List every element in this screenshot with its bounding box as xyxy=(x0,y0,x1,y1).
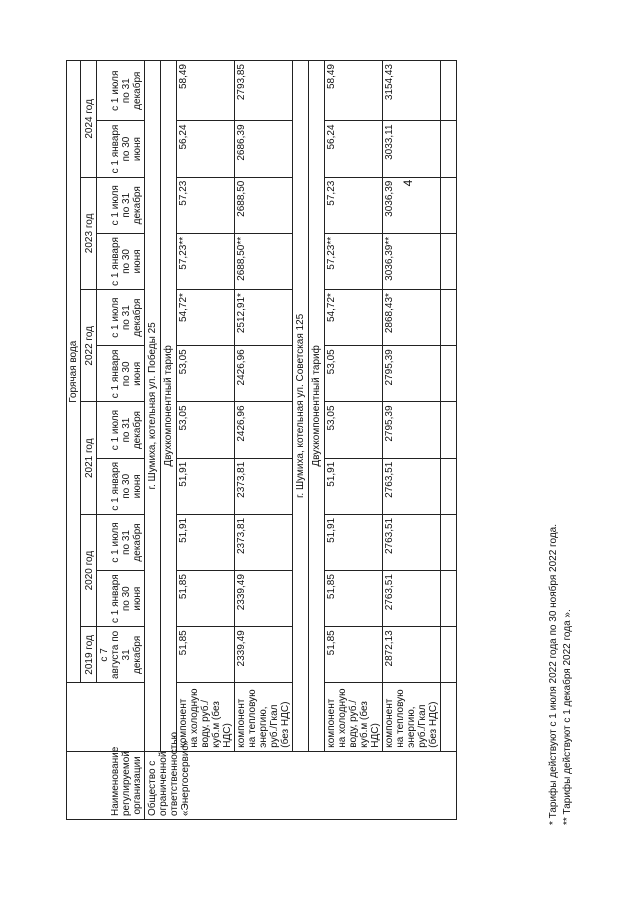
value-cell: 2373,81 xyxy=(235,514,293,570)
table-row xyxy=(383,61,441,820)
value-cell: 2793,85 xyxy=(235,61,293,121)
location-row: г. Шумиха, котельная ул. Победы 25 xyxy=(145,61,161,752)
year-2024: 2024 год xyxy=(81,61,97,178)
value-cell: 51,91 xyxy=(325,514,383,570)
rotated-table-container xyxy=(66,60,546,820)
value-cell: 2795,39 xyxy=(383,346,441,402)
value-cell: 54,72* xyxy=(177,290,235,346)
tariff-type-row: Двухкомпонентный тариф xyxy=(161,61,177,752)
value-cell: 3033,11 xyxy=(383,121,441,177)
value-cell: 58,49 xyxy=(325,61,383,121)
value-cell: 53,05 xyxy=(177,402,235,458)
value-cell: 57,23** xyxy=(177,233,235,289)
period-cell: с 7 августа по 31 декабря xyxy=(97,627,145,683)
footnote-1: * Тарифы действуют с 1 июля 2022 года по 30 ноября 2022 года. xyxy=(548,523,559,825)
value-cell: 2763,51 xyxy=(383,514,441,570)
location-row: г. Шумиха, котельная ул. Советская 125 xyxy=(293,61,309,752)
value-cell: 2426,96 xyxy=(235,346,293,402)
period-cell: с 1 июля по 31 декабря xyxy=(97,61,145,121)
table-row xyxy=(325,61,383,820)
value-cell: 56,24 xyxy=(325,121,383,177)
empty-cell xyxy=(441,458,457,514)
value-cell: 57,23** xyxy=(325,233,383,289)
empty-cell xyxy=(441,177,457,233)
year-2019: 2019 год xyxy=(81,627,97,683)
period-cell: с 1 января по 30 июня xyxy=(97,458,145,514)
year-2021: 2021 год xyxy=(81,402,97,514)
value-cell: 2688,50** xyxy=(235,233,293,289)
value-cell: 51,91 xyxy=(325,458,383,514)
year-2022: 2022 год xyxy=(81,290,97,402)
value-cell: 51,91 xyxy=(177,458,235,514)
value-cell: 2763,51 xyxy=(383,458,441,514)
value-cell: 56,24 xyxy=(177,121,235,177)
org-header-cell: Наименование регулируемой организации xyxy=(67,751,145,819)
value-cell: 51,91 xyxy=(177,514,235,570)
organization-cell: Общество с ограниченной ответственностью «Энергосервис» xyxy=(145,751,457,819)
blank-header-cell xyxy=(67,683,145,751)
value-cell: 54,72* xyxy=(325,290,383,346)
empty-cell xyxy=(441,290,457,346)
tariff-table xyxy=(66,60,457,820)
empty-cell xyxy=(441,514,457,570)
value-cell: 2686,39 xyxy=(235,121,293,177)
value-cell: 53,05 xyxy=(177,346,235,402)
value-cell: 2512,91* xyxy=(235,290,293,346)
value-cell: 2868,43* xyxy=(383,290,441,346)
empty-cell xyxy=(441,121,457,177)
period-cell: с 1 января по 30 июня xyxy=(97,346,145,402)
value-cell: 2872,13 xyxy=(383,627,441,683)
year-2020: 2020 год xyxy=(81,514,97,626)
tariff-type-row: Двухкомпонентный тариф xyxy=(309,61,325,752)
value-cell: 2688,50 xyxy=(235,177,293,233)
value-cell: 2795,39 xyxy=(383,402,441,458)
empty-cell xyxy=(441,627,457,683)
value-cell: 57,23 xyxy=(325,177,383,233)
empty-cell xyxy=(441,346,457,402)
value-cell: 51,85 xyxy=(177,627,235,683)
period-cell: с 1 июля по 31 декабря xyxy=(97,402,145,458)
value-cell: 3036,39** xyxy=(383,233,441,289)
value-cell: 3154,43 xyxy=(383,61,441,121)
page-number: 4 xyxy=(401,179,415,187)
value-cell: 2339,49 xyxy=(235,627,293,683)
table-row xyxy=(177,61,235,820)
footnote-2: ** Тарифы действуют с 1 декабря 2022 года ». xyxy=(562,609,573,825)
empty-cell xyxy=(441,683,457,751)
value-cell: 2373,81 xyxy=(235,458,293,514)
value-cell: 51,85 xyxy=(325,571,383,627)
period-cell: с 1 июля по 31 декабря xyxy=(97,514,145,570)
value-cell: 53,05 xyxy=(325,402,383,458)
value-cell: 53,05 xyxy=(325,346,383,402)
value-cell: 58,49 xyxy=(177,61,235,121)
empty-cell xyxy=(441,402,457,458)
period-cell: с 1 июля по 31 декабря xyxy=(97,290,145,346)
table-row xyxy=(441,61,457,820)
value-cell: 2763,51 xyxy=(383,571,441,627)
row-label: компонент на тепловую энергию, руб./Гкал (без НДС) xyxy=(383,683,441,751)
row-label: компонент на холодную воду, руб./куб.м (без НДС) xyxy=(325,683,383,751)
period-cell: с 1 января по 30 июня xyxy=(97,571,145,627)
empty-cell xyxy=(441,61,457,121)
row-label: компонент на тепловую энергию, руб./Гкал (без НДС) xyxy=(235,683,293,751)
value-cell: 2426,96 xyxy=(235,402,293,458)
row-label: компонент на холодную воду, руб./куб.м (без НДС) xyxy=(177,683,235,751)
value-cell: 51,85 xyxy=(177,571,235,627)
table-row xyxy=(235,61,293,820)
value-cell: 51,85 xyxy=(325,627,383,683)
period-cell: с 1 января по 30 июня xyxy=(97,233,145,289)
empty-cell xyxy=(441,571,457,627)
period-cell: с 1 июля по 31 декабря xyxy=(97,177,145,233)
value-cell: 2339,49 xyxy=(235,571,293,627)
empty-cell xyxy=(441,233,457,289)
value-cell: 57,23 xyxy=(177,177,235,233)
period-cell: с 1 января по 30 июня xyxy=(97,121,145,177)
hot-water-header: Горячая вода xyxy=(67,61,81,684)
value-cell: 3036,39 xyxy=(383,177,441,233)
year-2023: 2023 год xyxy=(81,177,97,289)
